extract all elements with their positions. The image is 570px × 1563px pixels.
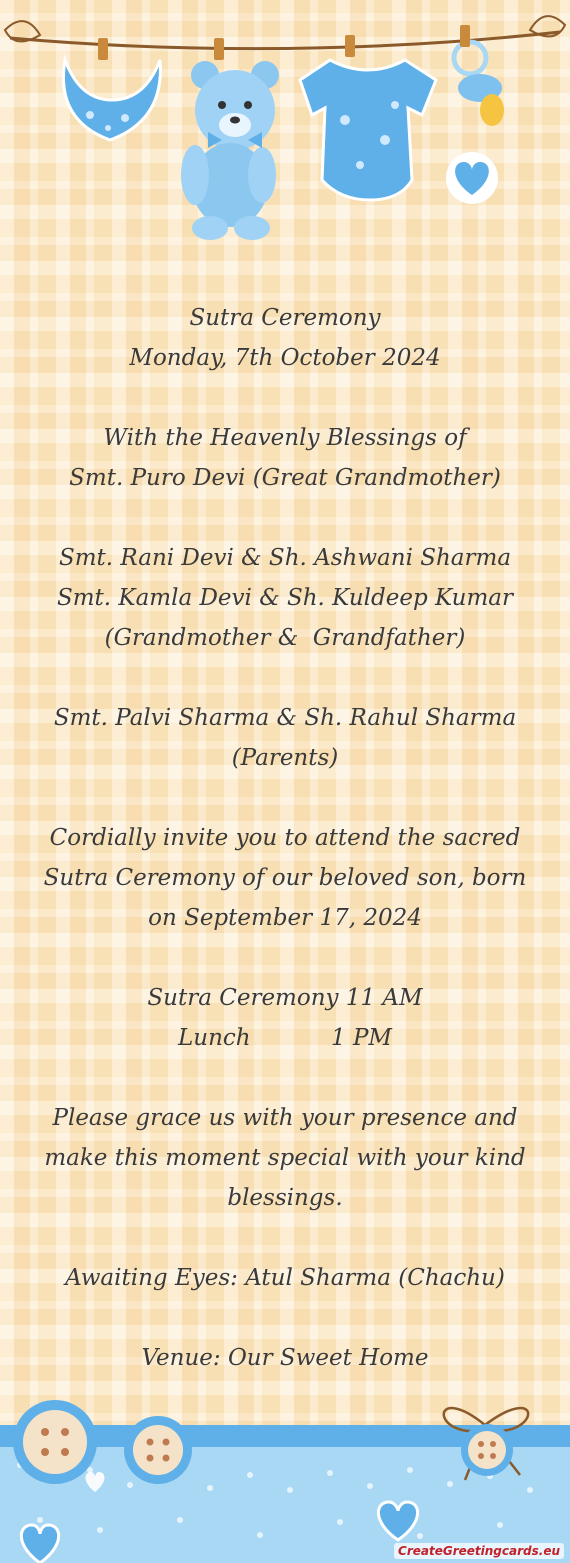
invitation-line: With the Heavenly Blessings of — [103, 425, 467, 451]
invitation-line: Cordially invite you to attend the sacred — [49, 825, 521, 851]
button-icon — [124, 1416, 192, 1484]
invitation-line: Sutra Ceremony 11 AM — [147, 985, 423, 1011]
bottom-border-decoration — [0, 1380, 570, 1563]
invitation-line: Smt. Kamla Devi & Sh. Kuldeep Kumar — [56, 585, 514, 611]
button-icon — [461, 1424, 513, 1476]
invitation-line: (Grandmother & Grandfather) — [104, 625, 466, 651]
invitation-line: Please grace us with your presence and — [52, 1105, 518, 1131]
invitation-line: Sutra Ceremony — [189, 305, 381, 331]
invitation-line: blessings. — [227, 1185, 343, 1211]
invitation-line: Awaiting Eyes: Atul Sharma (Chachu) — [65, 1265, 505, 1291]
invitation-line: on September 17, 2024 — [148, 905, 422, 931]
spacer — [0, 658, 570, 698]
brand-watermark: CreateGreetingcards.eu — [394, 1543, 564, 1559]
spacer — [0, 1218, 570, 1258]
invitation-line: Smt. Palvi Sharma & Sh. Rahul Sharma — [53, 705, 517, 731]
invitation-text — [0, 298, 570, 1378]
spacer — [0, 498, 570, 538]
spacer — [0, 1298, 570, 1338]
invitation-line: Smt. Rani Devi & Sh. Ashwani Sharma — [58, 545, 512, 571]
button-icon — [13, 1400, 97, 1484]
heart-icon — [446, 152, 498, 204]
spacer — [0, 1058, 570, 1098]
clothesline-decoration — [0, 0, 570, 250]
baby-onesie-icon — [300, 35, 436, 200]
spacer — [0, 938, 570, 978]
invitation-line: (Parents) — [231, 745, 339, 771]
invitation-line: Lunch 1 PM — [178, 1025, 392, 1051]
invitation-line: Venue: Our Sweet Home — [141, 1345, 429, 1371]
teddy-bear-icon — [181, 38, 279, 240]
spacer — [0, 378, 570, 418]
invitation-line: make this moment special with your kind — [44, 1145, 526, 1171]
spacer — [0, 778, 570, 818]
baby-bib-icon — [63, 38, 160, 140]
invitation-line: Sutra Ceremony of our beloved son, born — [43, 865, 527, 891]
invitation-line: Smt. Puro Devi (Great Grandmother) — [69, 465, 501, 491]
invitation-line: Monday, 7th October 2024 — [129, 345, 441, 371]
